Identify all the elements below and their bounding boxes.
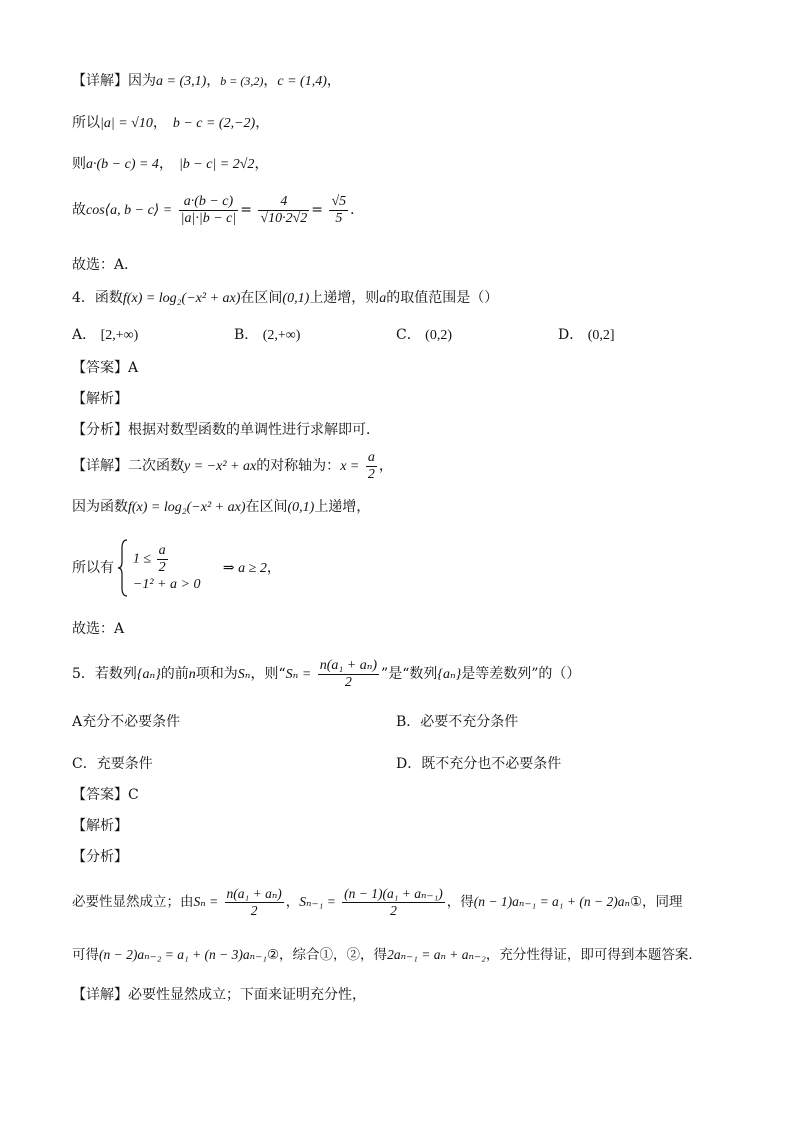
denominator: 2 [158,559,166,575]
fraction-p1 [225,886,284,919]
text: ①，同理 [629,894,683,910]
text: 是等差数列”的（） [461,666,581,682]
select-line-4: 故选：A [72,621,125,637]
text: 故 [72,202,86,218]
value: (2,+∞) [262,328,301,343]
denominator: |a|·|b − c| [180,210,237,226]
analysis-tag-4: 【解析】 [72,391,128,407]
text: 的取值范围是（） [386,290,499,306]
text: Sₙ = [193,894,219,909]
detail-line-5: 【详解】必要性显然成立；下面来证明充分性， [72,987,366,1003]
value: [2,+∞) [100,328,139,343]
text: ，则“ [250,666,286,682]
question-4 [72,287,498,310]
denominator: 2 [250,903,258,918]
select-line: 故选：A． [72,257,139,273]
detail-line-increasing [72,496,370,519]
numerator: a·(b − c) [179,194,239,211]
text: 1 ≤ [132,551,152,567]
analysis-para-1 [72,882,683,922]
numerator: 4 [258,194,309,211]
fraction-2 [258,194,309,227]
text: 【详解】 [72,458,128,474]
vector-a: a = (3,1) [156,74,207,89]
detail-line-dot: 则a·(b − c) = 4， |b − c| = 2√2， [72,156,269,172]
left-brace-icon [118,538,128,598]
option-d-5[interactable]: D．既不充分也不必要条件 [396,756,562,772]
option-a[interactable] [72,324,138,347]
cos-expression: cos⟨a, b − c⟩ = [86,203,173,218]
text: 在区间 [245,499,288,515]
vector-diff: b − c = (2,−2) [172,116,256,131]
dot-product: a·(b − c) = 4 [86,157,159,172]
numerator: (n − 1)(a₁ + aₙ₋₁) [344,886,443,901]
option-d[interactable] [558,324,615,347]
text: ，充分性得证，即可得到本题答案． [485,947,702,963]
analysis-line-4: 【分析】根据对数型函数的单调性进行求解即可． [72,422,380,438]
analysis-tag-5: 【解析】 [72,818,128,834]
interval: (0,1) [282,291,310,306]
text: ”是“数列 [381,666,438,682]
text: (n − 1)aₙ₋₁ = a₁ + (n − 2)aₙ [473,894,630,909]
text: 则 [72,156,86,172]
label: C． [396,327,421,343]
text: 因为 [128,73,156,89]
text: f(x) = log₂(−x² + ax) [128,500,246,515]
detail-line-system [72,538,281,599]
text: ⇒ a ≥ 2 [222,561,267,576]
numerator: a [158,542,166,558]
text: (0,1) [287,500,315,515]
inequality-system [133,543,201,594]
text: 5．若数列 [72,666,137,682]
text: 所以 [72,115,100,131]
text: ， [378,458,393,474]
text: ，得 [446,894,474,910]
text: n [188,667,196,682]
text: {aₙ} [136,667,161,682]
text: −1² + a > 0 [132,576,201,592]
text: ， [266,560,281,576]
vector-b: b = (3,2) [220,74,264,88]
text: 【答案】 [72,360,128,376]
text: {aₙ} [437,667,462,682]
text: 二次函数 [128,458,184,474]
option-b[interactable] [234,324,300,347]
answer-line-4 [72,357,138,379]
numerator: √5 [331,193,347,209]
fraction-axis [366,450,377,483]
label: A． [72,327,97,343]
fraction-3 [329,194,348,227]
detail-line-cos: 故cos⟨a, b − c⟩ = $\frac{a\cdot(b - c)}{|a|\cdot|b - c|}$ = $\frac{4}{√10\cdot 2√2}$ = $\frac{√5}{5}$ ． [72,193,365,226]
text: 项和为 [195,666,238,682]
text: Sₙ [237,667,251,682]
magnitude-a: |a| = √10 [100,116,153,131]
text: Sₙ₋₁ = [299,894,336,909]
analysis-para-2 [72,944,702,966]
text: 上递增， [314,499,371,515]
detail-tag: 【详解】 [72,73,128,89]
label: D． [558,327,584,343]
text: A [128,360,139,376]
text: 所以有 [72,560,114,576]
option-b-5[interactable]: B．必要不充分条件 [396,714,519,730]
fraction-p2 [342,886,445,919]
option-c[interactable] [396,324,452,347]
denominator: 2 [390,903,397,918]
denominator: 5 [335,210,343,226]
question-5 [72,654,580,695]
text: x = [340,459,360,474]
denominator: 2 [367,466,375,482]
text: 在区间 [240,290,283,306]
text: C [128,787,139,803]
text: 2aₙ₋₁ = aₙ + aₙ₋₂ [387,947,486,962]
magnitude-diff: |b − c| = 2√2 [178,157,255,172]
denominator: 2 [344,674,352,690]
option-a-5[interactable]: A充分不必要条件 [72,714,181,730]
denominator: √10·2√2 [260,210,308,226]
text: 必要性显然成立；由 [72,894,194,910]
text: (n − 2)aₙ₋₂ = a₁ + (n − 3)aₙ₋₁ [99,947,267,962]
option-c-5[interactable]: C．充要条件 [72,756,153,772]
function-f: f(x) = log₂(−x² + ax) [122,291,241,306]
label: B． [234,327,259,343]
value: (0,2) [425,328,452,343]
text: 因为函数 [72,499,128,515]
numerator: n(a₁ + aₙ) [319,657,378,673]
numerator: a [367,449,375,465]
text: 可得 [72,947,99,963]
detail-line-vectors: 【详解】因为a = (3,1)，b = (3,2)，c = (1,4)， [72,73,341,89]
fraction-sn [318,658,379,691]
analysis-title-5: 【分析】 [72,849,128,865]
numerator: n(a₁ + aₙ) [226,886,282,901]
detail-line-axis [72,448,393,485]
value: (0,2] [587,328,615,343]
detail-line-magnitude: 所以|a| = √10， b − c = (2,−2)， [72,115,270,131]
fraction-1 [179,194,239,227]
vector-c: c = (1,4) [277,74,327,89]
text: 【答案】 [72,787,128,803]
text: ， [285,894,300,910]
text: Sₙ = [285,667,312,682]
text: y = −x² + ax [184,459,257,474]
text: 4．函数 [72,290,123,306]
text: ②，综合①，②，得 [266,947,388,963]
text: 的对称轴为： [256,458,341,474]
text: 的前 [160,666,189,682]
answer-line-5 [72,784,139,806]
param-a: a [379,291,387,306]
text: 上递增，则 [309,290,380,306]
